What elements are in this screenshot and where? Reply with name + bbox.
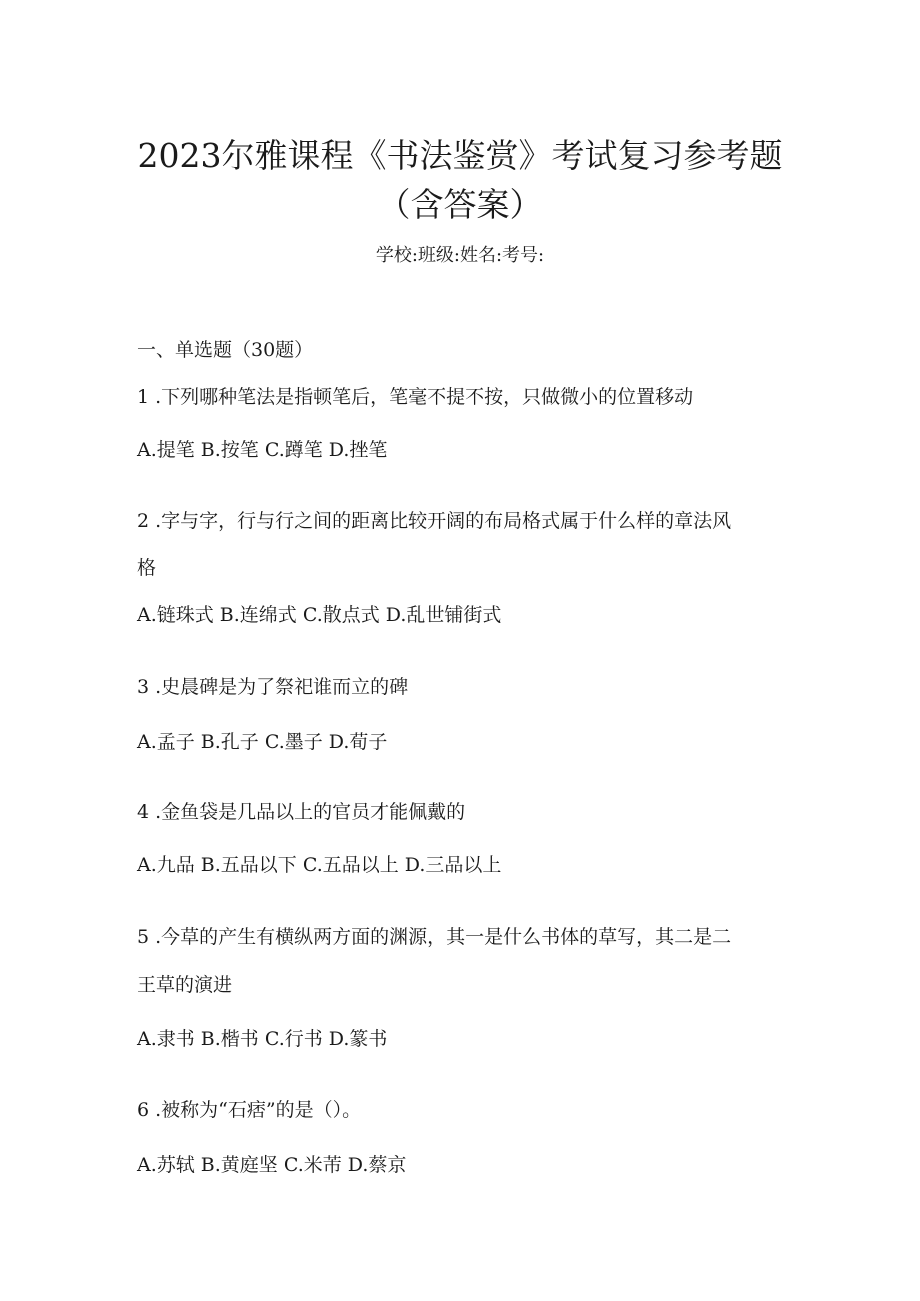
question-2-text-cont: 格 <box>137 557 157 579</box>
question-6-options: A.苏轼 B.黄庭坚 C.米芾 D.蔡京 <box>137 1154 407 1176</box>
student-info-line: 学校:班级:姓名:考号: <box>375 245 545 266</box>
document-title-line-2: （含答案） <box>377 185 543 224</box>
question-4-options: A.九品 B.五品以下 C.五品以上 D.三品以上 <box>137 854 502 876</box>
question-4-text: 4 .金鱼袋是几品以上的官员才能佩戴的 <box>137 801 466 823</box>
question-3-text: 3 .史晨碑是为了祭祀谁而立的碑 <box>137 676 409 698</box>
section-heading: 一、单选题（30题） <box>137 339 314 361</box>
question-5-text-cont: 王草的演进 <box>137 974 233 996</box>
document-title-line-1: 2023尔雅课程《书法鉴赏》考试复习参考题 <box>137 136 783 175</box>
question-5-text: 5 .今草的产生有横纵两方面的渊源，其一是什么书体的草写，其二是二 <box>137 926 732 948</box>
question-2-options: A.链珠式 B.连绵式 C.散点式 D.乱世铺街式 <box>137 604 502 626</box>
question-1-text: 1 .下列哪种笔法是指顿笔后，笔毫不提不按，只做微小的位置移动 <box>137 386 694 408</box>
question-3-options: A.孟子 B.孔子 C.墨子 D.荀子 <box>137 731 388 753</box>
question-2-text: 2 .字与字，行与行之间的距离比较开阔的布局格式属于什么样的章法风 <box>137 510 732 532</box>
question-5-options: A.隶书 B.楷书 C.行书 D.篆书 <box>137 1028 388 1050</box>
question-6-text: 6 .被称为“石痞”的是（）。 <box>137 1099 362 1121</box>
question-1-options: A.提笔 B.按笔 C.蹲笔 D.挫笔 <box>137 439 388 461</box>
